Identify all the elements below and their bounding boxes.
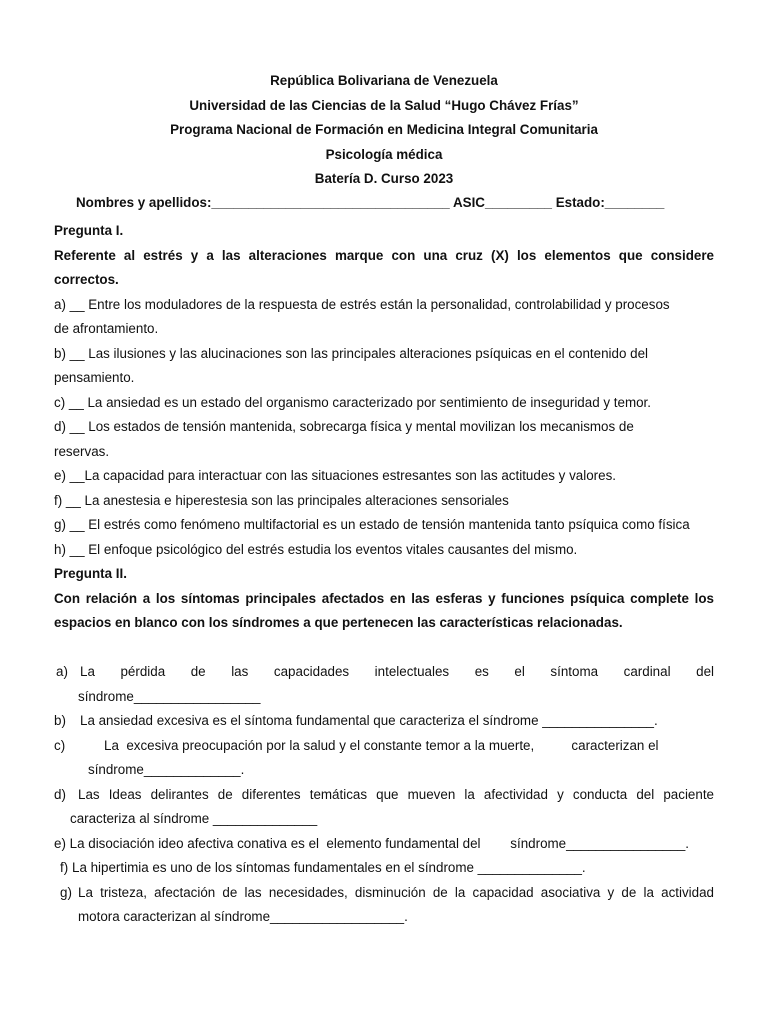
q1-item-c: c) __ La ansiedad es un estado del organismo caracterizado por sentimiento de inseguridad y temor. xyxy=(54,394,651,410)
q2-item-b-line1: La ansiedad excesiva es el síntoma fundamental que caracteriza el síndrome _______________. xyxy=(80,713,658,728)
q1-item-h: h) __ El enfoque psicológico del estrés estudia los eventos vitales causantes del mismo. xyxy=(54,541,578,557)
q2-item-g-label: g) xyxy=(60,884,72,900)
q2-item-a-line2: síndrome_________________ xyxy=(78,688,261,704)
q2-item-c-line1: La excesiva preocupación por la salud y el constante temor a la muerte, caracterizan el xyxy=(104,737,659,753)
q2-item-d-label: d) xyxy=(54,786,66,802)
q2-item-g-line2: motora caracterizan al síndrome__________________. xyxy=(78,909,408,924)
header-program: Programa Nacional de Formación en Medicina Integral Comunitaria xyxy=(170,122,598,137)
q2-item-a-line1: La pérdida de las capacidades intelectuales es el síntoma cardinal del xyxy=(80,664,714,679)
question-1-title: Pregunta I. xyxy=(54,223,124,238)
q2-item-a xyxy=(54,660,714,685)
question-2-instruction-line1: Con relación a los síntomas principales afectados en las esferas y funciones psíquica complete los xyxy=(54,590,714,606)
q2-item-f-line1: La hipertimia es uno de los síntomas fundamentales en el síndrome ______________. xyxy=(72,860,586,875)
question-1-instruction-line1: Referente al estrés y a las alteraciones marque con una cruz (X) los elementos que considere xyxy=(54,247,714,263)
header-subject: Psicología médica xyxy=(325,146,443,162)
question-1-section xyxy=(54,219,714,636)
q2-item-b xyxy=(54,709,714,734)
q1-item-f: f) __ La anestesia e hiperestesia son las principales alteraciones sensoriales xyxy=(54,492,509,508)
q2-item-d xyxy=(54,783,714,808)
q2-item-f xyxy=(54,856,714,881)
document-header xyxy=(0,71,768,194)
question-1-instruction-line2: correctos. xyxy=(54,272,119,287)
q2-item-g-line1: La tristeza, afectación de las necesidades, disminución de la capacidad asociativa y de la actividad xyxy=(78,884,714,900)
q2-item-c-label: c) xyxy=(54,737,66,753)
q1-item-b-line1: b) __ Las ilusiones y las alucinaciones son las principales alteraciones psíquicas en el contenido del xyxy=(54,345,649,361)
q1-item-a-line2: de afrontamiento. xyxy=(54,321,159,336)
q2-item-e: e) La disociación ideo afectiva conativa es el elemento fundamental del síndrome________________. xyxy=(54,835,689,851)
q1-item-b-line2: pensamiento. xyxy=(54,370,135,385)
q1-item-d-line1: d) __ Los estados de tensión mantenida, sobrecarga física y mental movilizan los mecanismos de xyxy=(54,419,634,434)
q2-item-b-label: b) xyxy=(54,713,66,728)
header-battery: Batería D. Curso 2023 xyxy=(314,171,454,186)
q1-item-e: e) __La capacidad para interactuar con las situaciones estresantes son las actitudes y valores. xyxy=(54,468,616,483)
student-fields-row: Nombres y apellidos:________________________________ ASIC_________ Estado:________ xyxy=(76,195,665,210)
q2-item-c-line2: síndrome_____________. xyxy=(88,762,245,777)
question-2-instruction-line2: espacios en blanco con los síndromes a que pertenecen las características relacionadas. xyxy=(54,615,623,630)
header-country: República Bolivariana de Venezuela xyxy=(270,73,498,88)
q2-item-f-label: f) xyxy=(60,860,69,875)
question-2-title: Pregunta II. xyxy=(54,566,127,581)
header-university: Universidad de las Ciencias de la Salud “Hugo Chávez Frías” xyxy=(189,97,579,113)
q1-item-a-line1: a) __ Entre los moduladores de la respuesta de estrés están la personalidad, controlabilidad y procesos xyxy=(54,296,670,312)
q1-item-g: g) __ El estrés como fenómeno multifactorial es un estado de tensión mantenida tanto psíquica como física xyxy=(54,517,690,532)
q1-item-d-line2: reservas. xyxy=(54,443,110,459)
q2-item-d-line1: Las Ideas delirantes de diferentes temáticas que mueven la afectividad y conducta del paciente xyxy=(78,786,714,802)
q2-item-c xyxy=(54,734,714,759)
q2-item-d-line2: caracteriza al síndrome ______________ xyxy=(70,811,318,826)
q2-item-g xyxy=(54,881,714,906)
question-2-items xyxy=(54,660,714,930)
q2-item-a-label: a) xyxy=(56,664,68,679)
